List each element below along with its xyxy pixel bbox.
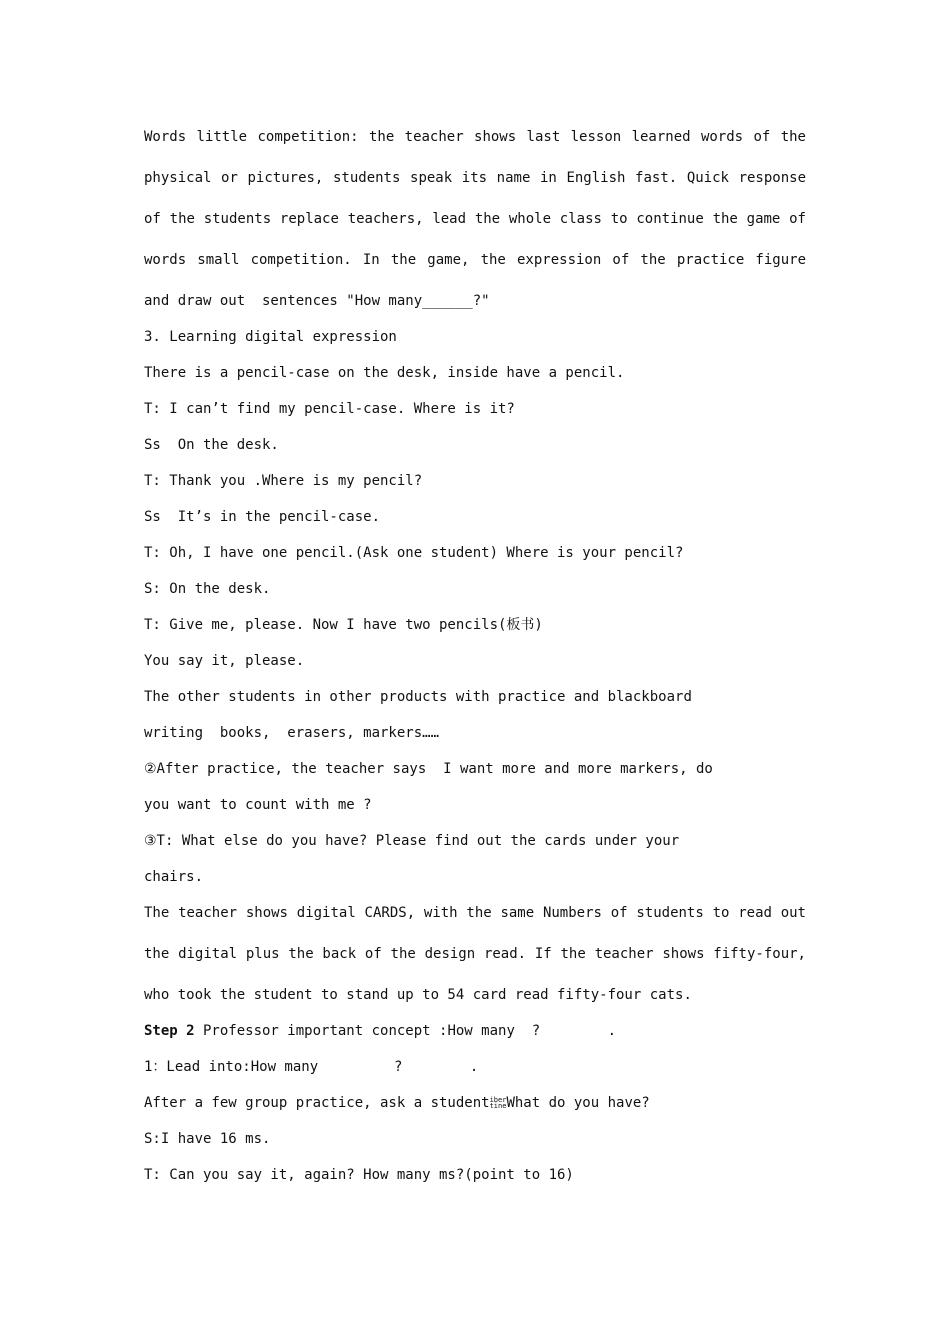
paragraph-1-line-3: of the students replace teachers, lead the whole class to continue the game of	[144, 211, 806, 227]
dialogue-line-4: T: Thank you .Where is my pencil?	[144, 473, 423, 489]
dialogue-line-14: ③T: What else do you have? Please find out the cards under your	[144, 833, 680, 849]
step-2-label: Step 2	[144, 1023, 195, 1039]
practice-text-before: After a few group practice, ask a student	[144, 1095, 490, 1111]
answer-line: S:I have 16 ms.	[144, 1131, 271, 1147]
practice-text-after: What do you have?	[506, 1095, 650, 1111]
dialogue-line-6: T: Oh, I have one pencil.(Ask one student) Where is your pencil?	[144, 545, 684, 561]
step-2-line	[144, 1021, 616, 1041]
section-heading-3: 3. Learning digital expression	[144, 329, 397, 345]
dialogue-line-11: writing books, erasers, markers……	[144, 725, 440, 741]
dialogue-line-15: chairs.	[144, 869, 204, 885]
dialogue-line-2: T: I can’t find my pencil-case. Where is it?	[144, 401, 515, 417]
paragraph-1-line-1: Words little competition: the teacher shows last lesson learned words of the	[144, 129, 806, 145]
dialogue-line-9: You say it, please.	[144, 653, 305, 669]
step-2-text: Professor important concept :How many ? .	[194, 1023, 617, 1039]
practice-line	[144, 1093, 650, 1113]
dialogue-line-10: The other students in other products with practice and blackboard	[144, 689, 692, 705]
paragraph-1-line-2: physical or pictures, students speak its name in English fast. Quick response	[144, 170, 806, 186]
dialogue-line-13: you want to count with me ?	[144, 797, 372, 813]
lead-into-line: 1：Lead into:How many ? .	[144, 1059, 479, 1075]
tiny-stacked-text	[490, 1097, 507, 1109]
dialogue-line-8: T: Give me, please. Now I have two pencils(板书)	[144, 617, 543, 633]
paragraph-2-line-2: the digital plus the back of the design read. If the teacher shows fifty-four,	[144, 946, 806, 962]
paragraph-1-line-4: words small competition. In the game, the expression of the practice figure	[144, 252, 806, 268]
dialogue-line-7: S: On the desk.	[144, 581, 271, 597]
dialogue-line-12: ②After practice, the teacher says I want more and more markers, do	[144, 761, 713, 777]
paragraph-1-line-5: and draw out sentences "How many______?"	[144, 293, 490, 309]
dialogue-line-5: Ss It’s in the pencil-case.	[144, 509, 381, 525]
paragraph-2-line-1: The teacher shows digital CARDS, with the same Numbers of students to read out	[144, 905, 806, 921]
paragraph-2-line-3: who took the student to stand up to 54 card read fifty-four cats.	[144, 987, 692, 1003]
dialogue-line-1: There is a pencil-case on the desk, inside have a pencil.	[144, 365, 625, 381]
tiny-text-top: iber	[489, 1096, 507, 1104]
dialogue-line-3: Ss On the desk.	[144, 437, 279, 453]
question-line: T: Can you say it, again? How many ms?(point to 16)	[144, 1167, 574, 1183]
tiny-text-bottom: tine	[489, 1102, 507, 1110]
